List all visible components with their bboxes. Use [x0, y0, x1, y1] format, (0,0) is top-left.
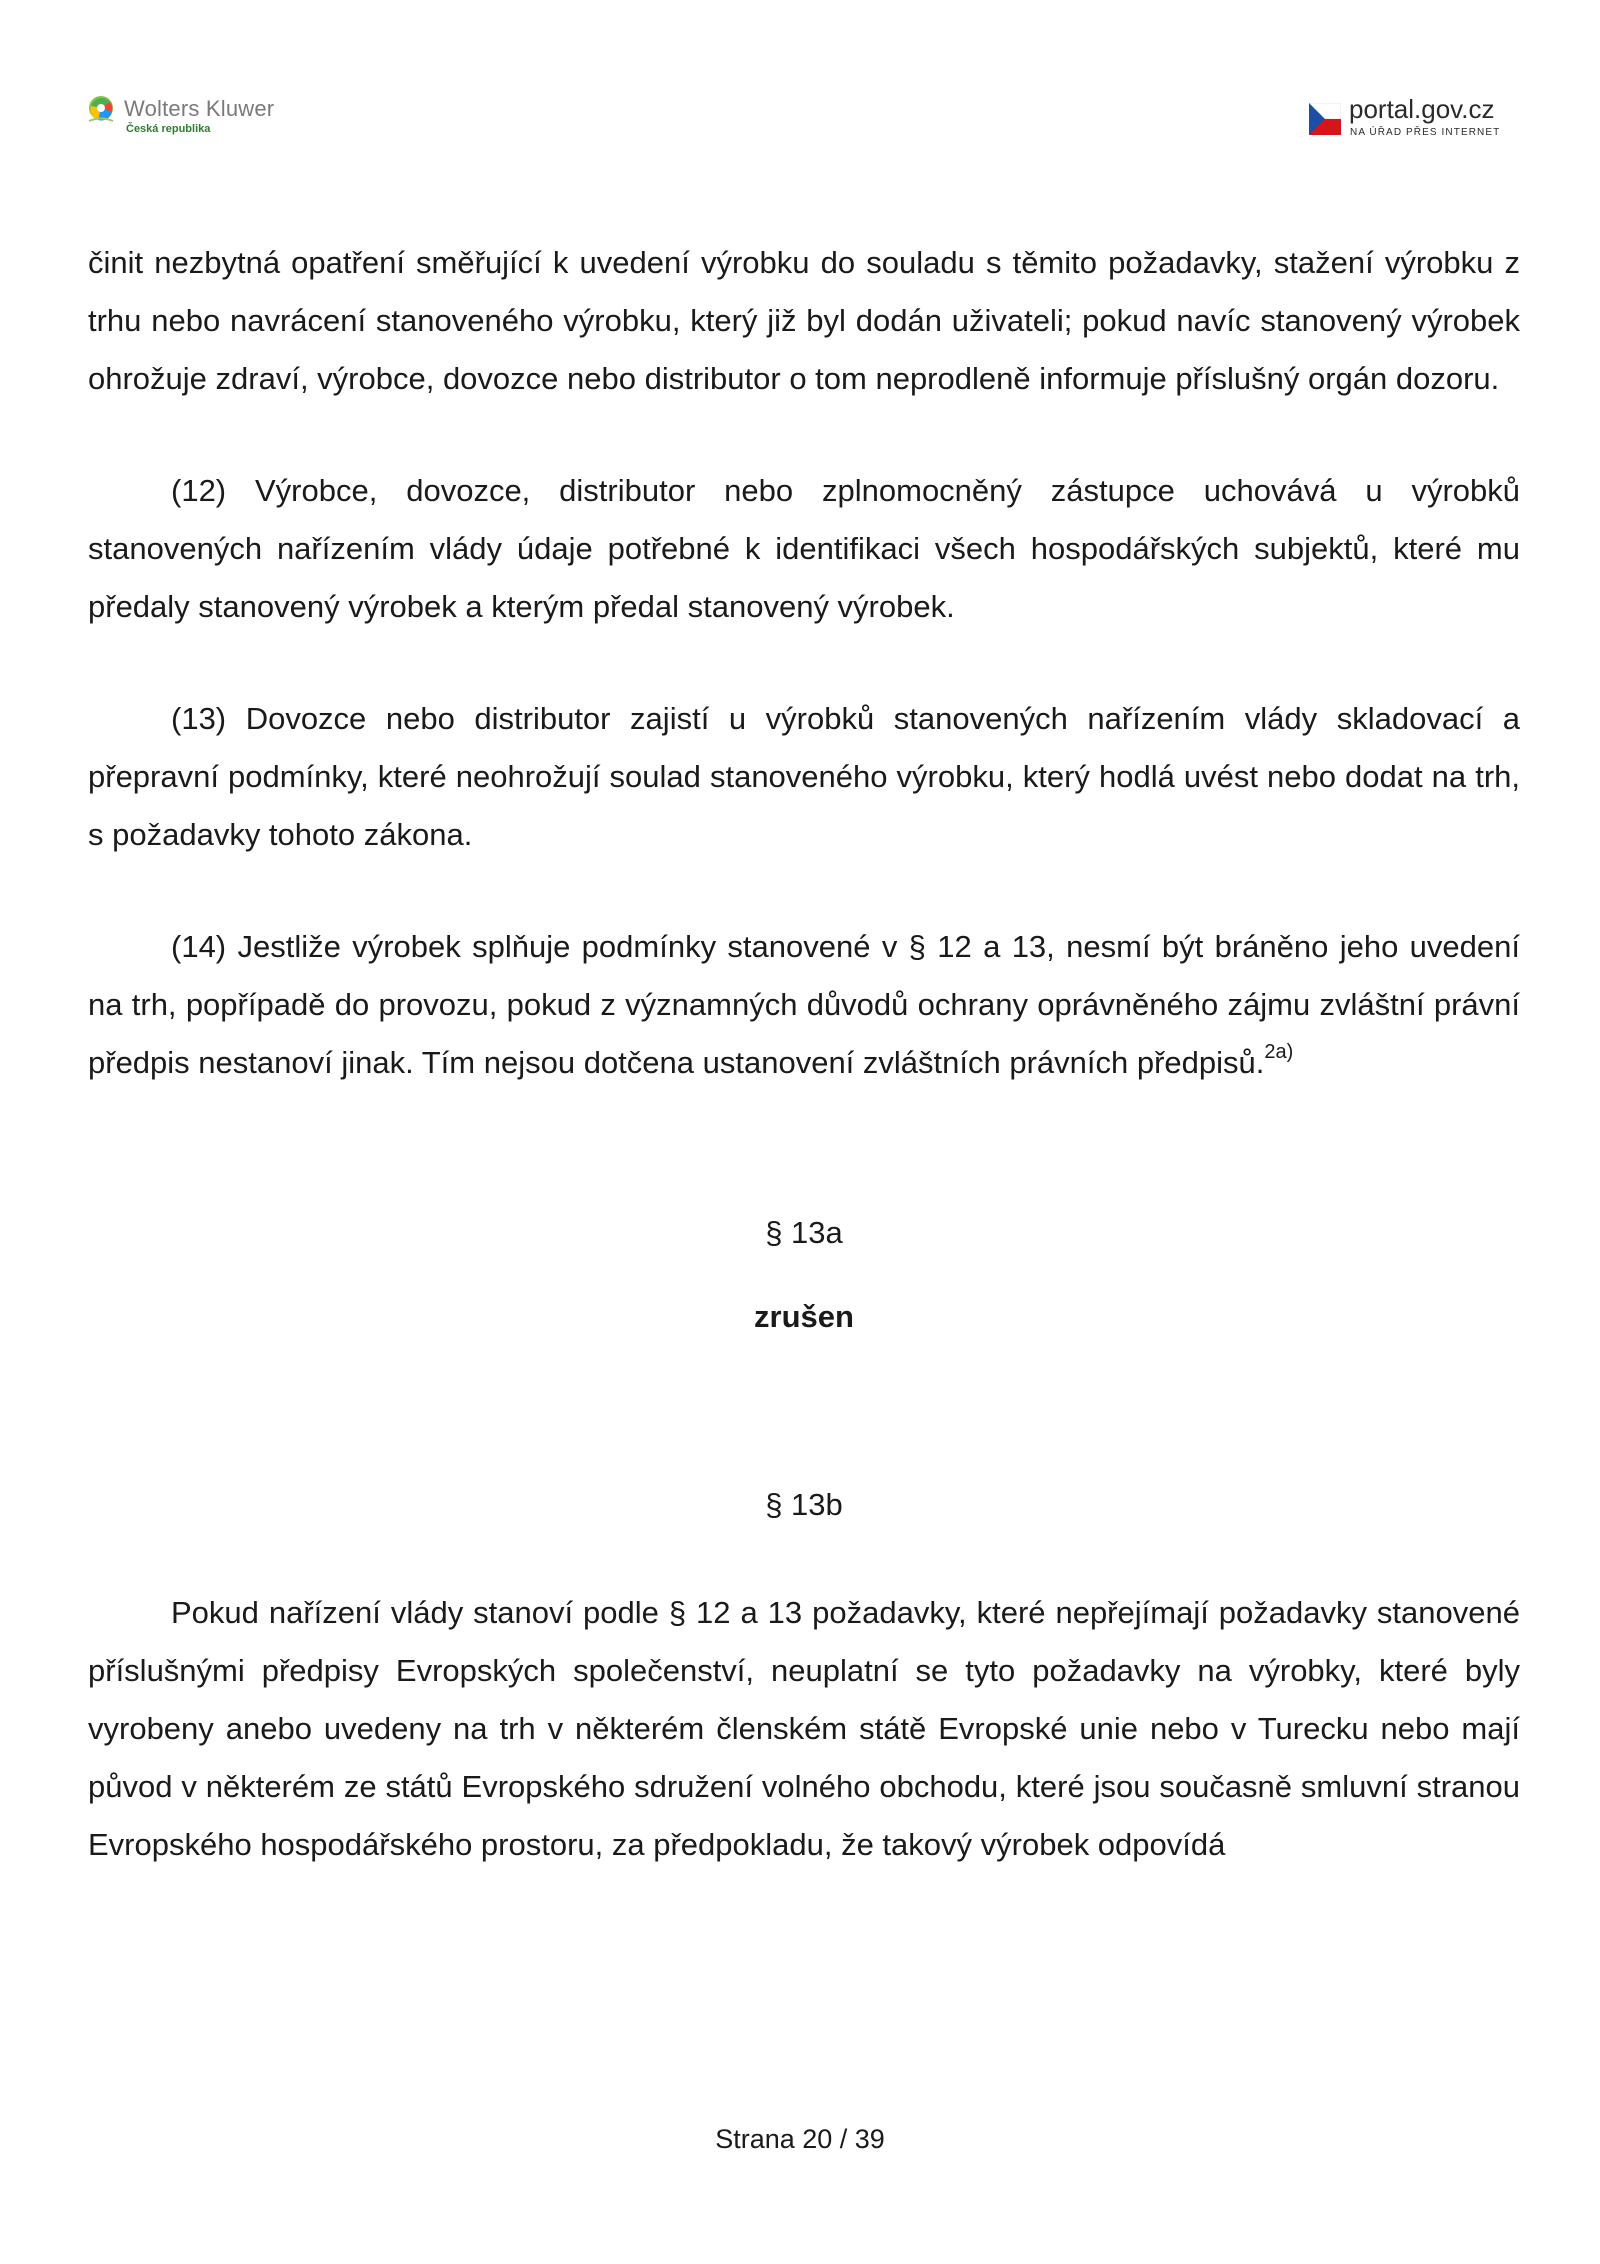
footnote-reference: 2a) — [1264, 1040, 1294, 1063]
wolters-kluwer-globe-icon — [86, 94, 116, 124]
section-13a-status: zrušen — [754, 1299, 854, 1334]
section-13a-heading: § 13a — [765, 1215, 843, 1250]
paragraph-14 — [88, 918, 1520, 1092]
page-number: Strana 20 / 39 — [715, 2124, 885, 2154]
wolters-kluwer-brand: Wolters Kluwer — [124, 96, 275, 121]
paragraph-13b: Pokud nařízení vlády stanoví podle § 12 a 13 požadavky, které nepřejímají požadavky stanovené příslušnými předpisy Evropských společenství, neuplatní se tyto požadavky na výrobky, které byly vyrobeny anebo uvedeny na trh v některém členském státě Evropské unie nebo v Turecku nebo mají původ v některém ze států Evropského sdružení volného obchodu, které jsou současně smluvní stranou Evropského hospodářského prostoru, za předpokladu, že takový výrobek odpovídá — [88, 1595, 1520, 1862]
document-body — [88, 234, 1520, 1874]
wolters-kluwer-logo — [86, 94, 326, 140]
paragraph-13: (13) Dovozce nebo distributor zajistí u výrobků stanovených nařízením vlády skladovací a přepravní podmínky, které neohrožují soulad stanoveného výrobku, který hodlá uvést nebo dodat na trh, s požadavky tohoto zákona. — [88, 701, 1520, 852]
portal-gov-logo — [1309, 94, 1529, 140]
wolters-kluwer-subtitle: Česká republika — [126, 123, 211, 135]
section-13b-heading: § 13b — [765, 1487, 843, 1522]
portal-gov-brand: portal.gov.cz — [1349, 94, 1495, 124]
portal-gov-subtitle: NA ÚŘAD PŘES INTERNET — [1350, 127, 1501, 138]
paragraph-continuation: činit nezbytná opatření směřující k uvedení výrobku do souladu s těmito požadavky, stažení výrobku z trhu nebo navrácení stanoveného výrobku, který již byl dodán uživateli; pokud navíc stanovený výrobek ohrožuje zdraví, výrobce, dovozce nebo distributor o tom neprodleně informuje příslušný orgán dozoru. — [88, 245, 1520, 396]
czech-flag-icon — [1309, 103, 1341, 135]
paragraph-14-text: (14) Jestliže výrobek splňuje podmínky stanovené v § 12 a 13, nesmí být bráněno jeho uvedení na trh, popřípadě do provozu, pokud z významných důvodů ochrany oprávněného zájmu zvláštní právní předpis nestanoví jinak. Tím nejsou dotčena ustanovení zvláštních právních předpisů. — [88, 929, 1520, 1080]
paragraph-12: (12) Výrobce, dovozce, distributor nebo zplnomocněný zástupce uchovává u výrobků stanovených nařízením vlády údaje potřebné k identifikaci všech hospodářských subjektů, které mu předaly stanovený výrobek a kterým předal stanovený výrobek. — [88, 473, 1520, 624]
